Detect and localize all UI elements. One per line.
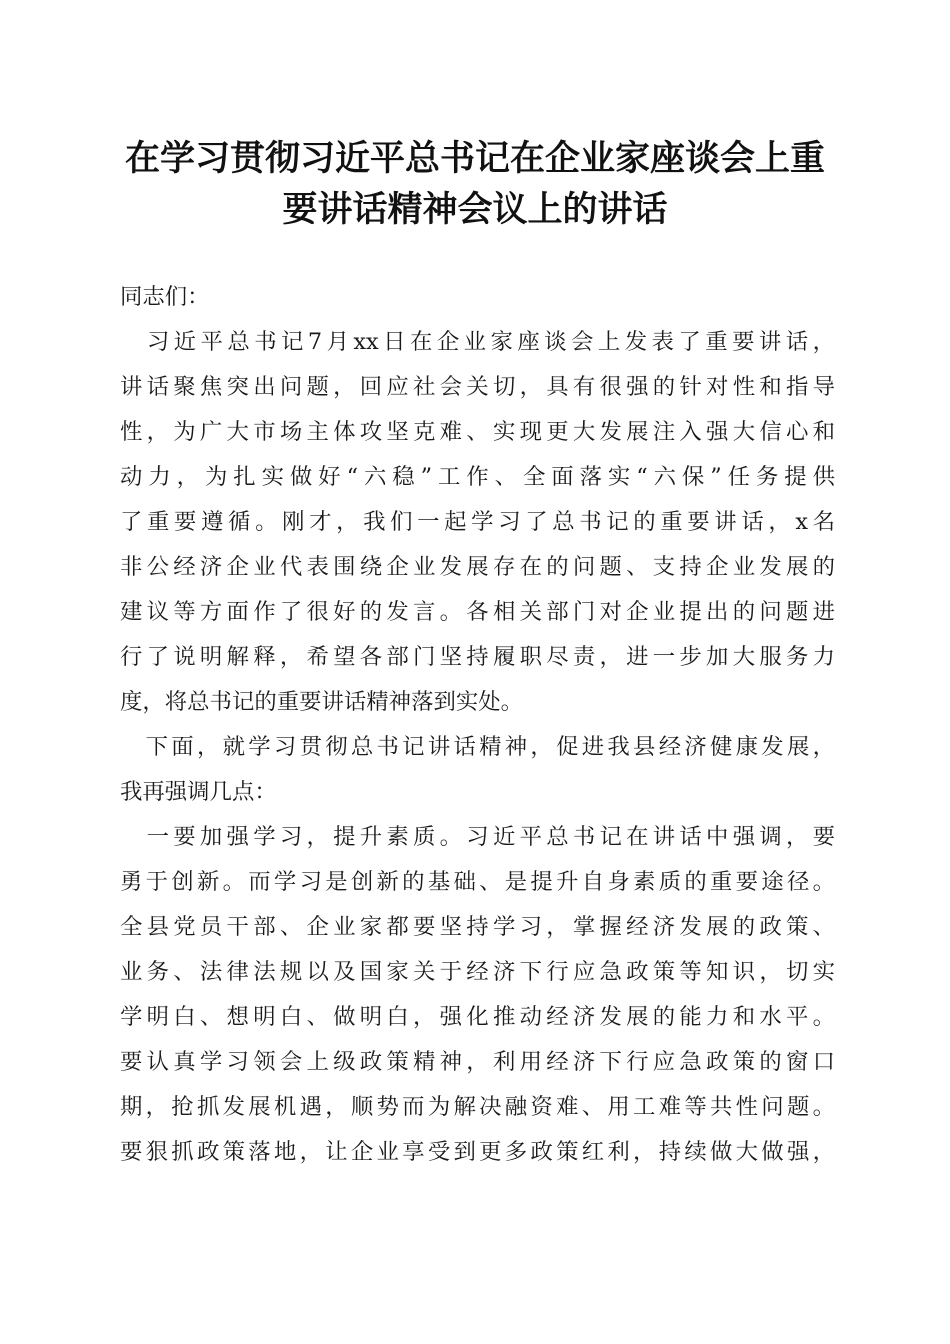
salutation: 同志们： [120,284,210,310]
paragraph-line: 学明白、想明白、做明白，强化推动经济发展的能力和水平。 [120,1004,835,1030]
paragraph-line: 了重要遵循。刚才，我们一起学习了总书记的重要讲话，x名 [120,509,835,535]
paragraph-line: 勇于创新。而学习是创新的基础、是提升自身素质的重要途径。 [120,869,835,895]
document-title-line-2: 要讲话精神会议上的讲话 [282,189,668,230]
paragraph-line: 动力，为扎实做好“六稳”工作、全面落实“六保”任务提供 [120,464,835,490]
paragraph-line: 行了说明解释，希望各部门坚持履职尽责，进一步加大服务力 [120,644,835,670]
paragraph-line: 要狠抓政策落地，让企业享受到更多政策红利，持续做大做强， [120,1139,835,1165]
paragraph-line: 度，将总书记的重要讲话精神落到实处。 [120,689,524,715]
paragraph-line: 业务、法律法规以及国家关于经济下行应急政策等知识，切实 [120,959,835,985]
paragraph-line: 性，为广大市场主体攻坚克难、实现更大发展注入强大信心和 [120,419,835,445]
paragraph-line: 建议等方面作了很好的发言。各相关部门对企业提出的问题进 [120,599,835,625]
paragraph-line: 下面，就学习贯彻总书记讲话精神，促进我县经济健康发展， [120,734,835,760]
paragraph-line: 讲话聚焦突出问题，回应社会关切，具有很强的针对性和指导 [120,374,835,400]
paragraph-line: 我再强调几点： [120,779,277,805]
paragraph-line: 全县党员干部、企业家都要坚持学习，掌握经济发展的政策、 [120,914,835,940]
paragraph-line: 一要加强学习，提升素质。习近平总书记在讲话中强调，要 [120,824,835,850]
document-title-line-1: 在学习贯彻习近平总书记在企业家座谈会上重 [124,138,825,179]
paragraph-line: 习近平总书记7月xx日在企业家座谈会上发表了重要讲话， [120,329,835,355]
paragraph-line: 期，抢抓发展机遇，顺势而为解决融资难、用工难等共性问题。 [120,1094,835,1120]
paragraph-line: 非公经济企业代表围绕企业发展存在的问题、支持企业发展的 [120,554,835,580]
paragraph-line: 要认真学习领会上级政策精神，利用经济下行应急政策的窗口 [120,1049,835,1075]
